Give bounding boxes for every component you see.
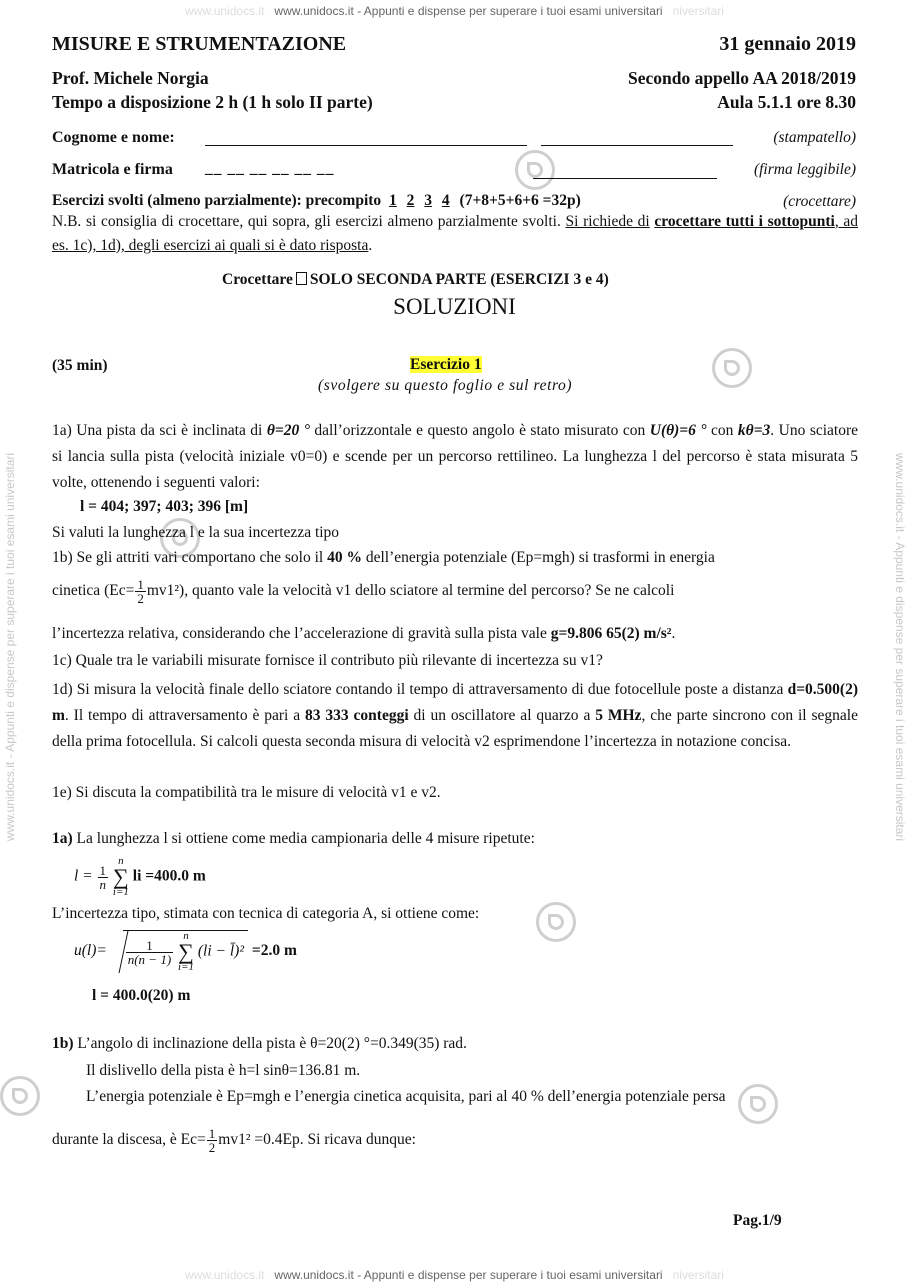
name-field-2[interactable] <box>541 145 733 146</box>
matricola-label: Matricola e firma <box>52 161 173 178</box>
exercise-check-4[interactable]: 4 <box>441 192 450 209</box>
watermark-side-left: www.unidocs.it - Appunti e dispense per superare i tuoi esami universitari <box>3 452 17 842</box>
watermark-logo-icon <box>515 150 555 190</box>
watermark-bottom: www.unidocs.it www.unidocs.it - Appunti e dispense per superare i tuoi esami universitari niversitari <box>185 1268 724 1282</box>
second-part-checkbox[interactable] <box>296 272 307 285</box>
name-hint: (stampatello) <box>773 129 856 146</box>
course-title: MISURE E STRUMENTAZIONE <box>52 33 347 55</box>
problem-1c: 1c) Quale tra le variabili misurate fornisce il contributo più rilevante di incertezza su v1? <box>52 652 603 669</box>
watermark-logo-icon <box>536 902 576 942</box>
solutions-title: SOLUZIONI <box>393 294 516 319</box>
room: Aula 5.1.1 ore 8.30 <box>717 92 856 112</box>
problem-1e: 1e) Si discuta la compatibilità tra le misure di velocità v1 e v2. <box>52 784 441 801</box>
solution-1b-line1: 1b) L’angolo di inclinazione della pista è θ=20(2) °=0.349(35) rad. <box>52 1035 467 1052</box>
exercise-duration: (35 min) <box>52 357 108 374</box>
session: Secondo appello AA 2018/2019 <box>627 68 856 88</box>
exercise-check-2[interactable]: 2 <box>406 192 415 209</box>
measured-values: l = 404; 397; 403; 396 [m] <box>80 498 249 515</box>
time-available: Tempo a disposizione 2 h (1 h solo II parte) <box>52 92 373 112</box>
problem-1b-line3: l’incertezza relativa, considerando che l’accelerazione di gravità sulla pista vale g=9.806 65(2) m/s². <box>52 625 676 642</box>
exercise-check-1[interactable]: 1 <box>389 192 397 209</box>
solution-1b-line2: Il dislivello della pista è h=l sinθ=136.81 m. <box>86 1062 361 1079</box>
watermark-logo-icon <box>0 1076 40 1116</box>
name-field[interactable] <box>205 145 527 146</box>
signature-field[interactable] <box>533 178 717 179</box>
second-part-option: Crocettare SOLO SECONDA PARTE (ESERCIZI 3 e 4) <box>222 271 609 288</box>
watermark-logo-icon <box>738 1084 778 1124</box>
problem-1d: 1d) Si misura la velocità finale dello sciatore contando il tempo di attraversamento di due fotocellule poste a distanza d=0.500(2) m. Il tempo di attraversamento è pari a 83 333 conteggi di un oscillatore al quarzo a 5 MHz, che parte sincrono con il segnale della prima fotocellula. Si calcoli questa seconda misura di velocità v2 esprimendone l’incertezza in notazione concisa. <box>52 681 858 750</box>
exercises-hint: (crocettare) <box>783 193 856 210</box>
professor: Prof. Michele Norgia <box>52 68 209 88</box>
solution-1b-line4: durante la discesa, è Ec= $\frac{1}{2}$ mv1² =0.4Ep. Si ricava dunque: <box>52 1126 416 1155</box>
matricola-field[interactable]: __ __ __ __ __ __ <box>205 160 335 177</box>
watermark-side-right: www.unidocs.it - Appunti e dispense per superare i tuoi esami universitari <box>893 452 907 842</box>
page-number: Pag.1/9 <box>733 1212 782 1229</box>
exam-date: 31 gennaio 2019 <box>719 33 856 55</box>
problem-1a: 1a) Una pista da sci è inclinata di θ=20 ° dall’orizzontale e questo angolo è stato misurato con U(θ)=6 ° con kθ=3. Uno sciatore si lancia sulla pista (velocità iniziale v0=0) e scende per un percorso rettilineo. La lunghezza l del percorso è stata misurata 5 volte, ottenendo i seguenti valori: <box>52 422 859 491</box>
solution-1a-uncertainty-intro: L’incertezza tipo, stimata con tecnica di categoria A, si ottiene come: <box>52 905 480 922</box>
name-label: Cognome e nome: <box>52 129 175 146</box>
solution-1a-result: l = 400.0(20) m <box>92 987 191 1004</box>
nb-note: N.B. si consiglia di crocettare, qui sopra, gli esercizi almeno parzialmente svolti. Si richiede di crocettare tutti i sottopunti, ad es. 1c), 1d), degli esercizi ai quali si è dato risposta. <box>52 213 859 254</box>
watermark-top: www.unidocs.it www.unidocs.it - Appunti e dispense per superare i tuoi esami universitari niversitari <box>185 4 724 18</box>
exercise-check-3[interactable]: 3 <box>424 192 433 209</box>
problem-1a-question: Si valuti la lunghezza l e la sua incertezza tipo <box>52 524 340 541</box>
solution-1b-line3: L’energia potenziale è Ep=mgh e l’energia cinetica acquisita, pari al 40 % dell’energia potenziale persa <box>86 1088 726 1105</box>
problem-1b-line2: cinetica (Ec= $\frac{1}{2}$ mv1²), quanto vale la velocità v1 dello sciatore al termine del percorso? Se ne calcoli <box>52 577 675 606</box>
solution-1a-uncertainty-formula: u(l)= $\frac{1}{n(n - 1)}$ n ∑ i=1 (li − l̄)² =2.0 m <box>74 930 297 973</box>
signature-hint: (firma leggibile) <box>753 161 856 178</box>
watermark-logo-icon <box>712 348 752 388</box>
solution-1a-intro: 1a) La lunghezza l si ottiene come media campionaria delle 4 misure ripetute: <box>52 830 535 847</box>
exercises-label: Esercizi svolti (almeno parzialmente): precompito 1 2 3 4 (7+8+5+6+6 =32p) <box>52 192 581 209</box>
exercise-title: Esercizio 1 <box>410 356 482 373</box>
exercise-instructions: (svolgere su questo foglio e sul retro) <box>318 377 573 394</box>
solution-1a-mean-formula: l = $\frac{1}{n}$ n ∑ i=1 li =400.0 m <box>74 855 206 898</box>
exercise-points: (7+8+5+6+6 =32p) <box>459 192 581 209</box>
problem-1b-line1: 1b) Se gli attriti vari comportano che solo il 40 % dell’energia potenziale (Ep=mgh) si trasformi in energia <box>52 549 715 566</box>
